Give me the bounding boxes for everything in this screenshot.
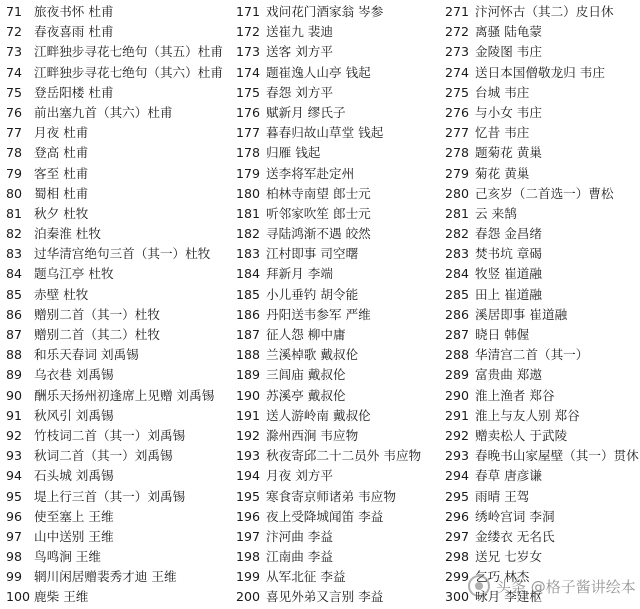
poem-title-author: 淮上与友人别 郑谷 [475, 407, 580, 423]
poem-entry [6, 345, 234, 365]
poem-title-author: 征人怨 柳中庸 [266, 327, 346, 342]
poem-entry [236, 244, 440, 264]
poem-entry [445, 365, 640, 385]
poem-number: 93 [6, 448, 23, 464]
poem-entry [6, 184, 234, 204]
poem-entry [236, 527, 440, 547]
poem-number: 286 [445, 306, 470, 322]
poem-entry [445, 244, 640, 264]
poem-number: 97 [6, 528, 23, 544]
poem-number: 199 [236, 569, 261, 585]
poem-title-author: 己亥岁（二首选一）曹松 [475, 185, 614, 201]
poem-number: 185 [236, 286, 261, 302]
poem-number: 171 [236, 4, 261, 19]
poem-title-author: 春怨 金昌绪 [475, 226, 542, 242]
poem-title-author: 戏问花门酒家翁 岑参 [266, 4, 384, 19]
poem-number: 75 [6, 84, 23, 100]
poem-number: 293 [445, 448, 470, 464]
toutiao-logo-icon [468, 575, 490, 597]
poem-number: 274 [445, 64, 470, 80]
poem-number: 285 [445, 286, 470, 302]
poem-number: 287 [445, 327, 470, 342]
poem-entry [445, 487, 640, 507]
poem-title-author: 竹枝词二首（其一）刘禹锡 [34, 427, 186, 443]
poem-number: 278 [445, 145, 470, 161]
poem-number: 192 [236, 427, 261, 443]
poem-number: 198 [236, 549, 261, 565]
poem-entry [445, 204, 640, 224]
poem-number: 83 [6, 246, 23, 262]
poem-title-author: 江南曲 李益 [266, 549, 333, 565]
watermark [468, 574, 636, 598]
poem-number: 180 [236, 185, 261, 201]
poem-entry [445, 325, 640, 345]
poem-entry [236, 184, 440, 204]
poem-title-author: 送崔九 裴迪 [266, 24, 333, 40]
poem-number: 92 [6, 427, 23, 443]
poem-entry [6, 83, 234, 103]
poem-title-author: 金陵图 韦庄 [475, 44, 542, 60]
poem-entry [445, 164, 640, 184]
poem-number: 181 [236, 205, 261, 221]
poem-number: 183 [236, 246, 261, 262]
poem-title-author: 鸟鸣涧 王维 [34, 549, 101, 565]
poem-number: 273 [445, 44, 470, 60]
poem-title-author: 石头城 刘禹锡 [34, 468, 114, 484]
poem-entry [6, 244, 234, 264]
poem-title-author: 和乐天春词 刘禹锡 [34, 347, 139, 363]
poem-title-author: 堤上行三首（其一）刘禹锡 [34, 488, 186, 504]
poem-title-author: 台城 韦庄 [475, 84, 530, 100]
poem-title-author: 淮上渔者 郑谷 [475, 387, 555, 403]
poem-column-2 [236, 2, 440, 608]
poem-number: 299 [445, 569, 470, 585]
poem-entry [6, 224, 234, 244]
poem-entry [445, 426, 640, 446]
poem-entry [6, 587, 234, 607]
poem-entry [236, 42, 440, 62]
poem-number: 190 [236, 387, 261, 403]
poem-entry [236, 386, 440, 406]
poem-title-author: 题崔逸人山亭 钱起 [266, 64, 371, 80]
poem-entry [6, 103, 234, 123]
poem-number: 85 [6, 286, 23, 302]
poem-title-author: 题乌江亭 杜牧 [34, 266, 114, 282]
poem-title-author: 春怨 刘方平 [266, 84, 333, 100]
poem-number: 96 [6, 508, 23, 524]
poem-entry [445, 224, 640, 244]
poem-title-author: 寻陆鸿渐不遇 皎然 [266, 226, 371, 242]
poem-title-author: 乌衣巷 刘禹锡 [34, 367, 114, 383]
watermark-text: 头条 @格子酱讲绘本 [496, 577, 636, 596]
poem-title-author: 山中送别 王维 [34, 528, 114, 544]
poem-entry [6, 22, 234, 42]
poem-entry [445, 2, 640, 22]
poem-entry [445, 83, 640, 103]
poem-entry [236, 587, 440, 607]
poem-title-author: 赠别二首（其二）杜牧 [34, 327, 160, 342]
poem-title-author: 暮春归故山草堂 钱起 [266, 125, 384, 141]
poem-title-author: 咏月 李建枢 [475, 589, 542, 605]
poem-title-author: 江村即事 司空曙 [266, 246, 359, 262]
poem-number: 272 [445, 24, 470, 40]
poem-entry [236, 123, 440, 143]
poem-title-author: 离骚 陆龟蒙 [475, 24, 542, 40]
poem-number: 173 [236, 44, 261, 60]
poem-entry [6, 487, 234, 507]
poem-title-author: 月夜 杜甫 [34, 125, 89, 141]
poem-number: 178 [236, 145, 261, 161]
poem-title-author: 忆昔 韦庄 [475, 125, 530, 141]
poem-title-author: 辋川闲居赠裴秀才迪 王维 [34, 569, 177, 585]
poem-entry [6, 2, 234, 22]
poem-number: 271 [445, 4, 470, 19]
poem-title-author: 听邻家吹笙 郎士元 [266, 205, 371, 221]
poem-number: 197 [236, 528, 261, 544]
poem-title-author: 送日本国僧敬龙归 韦庄 [475, 64, 605, 80]
poem-title-author: 滁州西涧 韦应物 [266, 427, 359, 443]
poem-title-author: 江畔独步寻花七绝句（其六）杜甫 [34, 64, 223, 80]
poem-title-author: 从军北征 李益 [266, 569, 346, 585]
poem-title-author: 柏林寺南望 郎士元 [266, 185, 371, 201]
poem-number: 184 [236, 266, 261, 282]
poem-number: 86 [6, 306, 23, 322]
poem-entry [445, 285, 640, 305]
poem-title-author: 过华清宫绝句三首（其一）杜牧 [34, 246, 211, 262]
poem-number: 77 [6, 125, 23, 141]
poem-title-author: 溪居即事 崔道融 [475, 306, 568, 322]
poem-title-author: 秋夜寄邱二十二员外 韦应物 [266, 448, 422, 464]
poem-entry [445, 527, 640, 547]
poem-title-author: 牧竖 崔道融 [475, 266, 542, 282]
poem-title-author: 秋风引 刘禹锡 [34, 407, 114, 423]
poem-number: 289 [445, 367, 470, 383]
poem-number: 79 [6, 165, 23, 181]
poem-title-author: 春晚书山家屋壁（其一）贯休 [475, 448, 639, 464]
poem-number: 98 [6, 549, 23, 565]
poem-number: 89 [6, 367, 23, 383]
poem-entry [6, 547, 234, 567]
poem-entry [236, 224, 440, 244]
poem-number: 87 [6, 327, 23, 342]
poem-number: 277 [445, 125, 470, 141]
poem-number: 99 [6, 569, 23, 585]
poem-number: 193 [236, 448, 261, 464]
poem-entry [236, 63, 440, 83]
poem-number: 194 [236, 468, 261, 484]
poem-number: 71 [6, 4, 23, 19]
poem-entry [236, 325, 440, 345]
poem-title-author: 登高 杜甫 [34, 145, 89, 161]
poem-entry [236, 426, 440, 446]
poem-entry [236, 406, 440, 426]
poem-title-author: 蜀相 杜甫 [34, 185, 89, 201]
poem-entry [445, 103, 640, 123]
poem-number: 292 [445, 427, 470, 443]
poem-title-author: 题菊花 黄巢 [475, 145, 542, 161]
poem-entry [236, 164, 440, 184]
poem-number: 281 [445, 205, 470, 221]
poem-title-author: 绣岭宫词 李洞 [475, 508, 555, 524]
poem-entry [236, 305, 440, 325]
poem-number: 72 [6, 24, 23, 40]
poem-title-author: 苏溪亭 戴叔伦 [266, 387, 346, 403]
poem-title-author: 赋新月 缪氏子 [266, 104, 346, 120]
poem-number: 295 [445, 488, 470, 504]
poem-number: 80 [6, 185, 23, 201]
poem-title-author: 金缕衣 无名氏 [475, 528, 555, 544]
poem-title-author: 送人游岭南 戴叔伦 [266, 407, 371, 423]
poem-title-author: 田上 崔道融 [475, 286, 542, 302]
poem-number: 276 [445, 104, 470, 120]
poem-number: 91 [6, 407, 23, 423]
poem-entry [445, 123, 640, 143]
poem-number: 284 [445, 266, 470, 282]
poem-number: 296 [445, 508, 470, 524]
poem-entry [6, 365, 234, 385]
poem-number: 188 [236, 347, 261, 363]
poem-entry [445, 466, 640, 486]
poem-title-author: 富贵曲 郑遨 [475, 367, 542, 383]
poem-entry [236, 204, 440, 224]
poem-number: 196 [236, 508, 261, 524]
poem-entry [445, 143, 640, 163]
poem-title-author: 兰溪棹歌 戴叔伦 [266, 347, 359, 363]
poem-entry [236, 22, 440, 42]
poem-number: 78 [6, 145, 23, 161]
poem-number: 282 [445, 226, 470, 242]
poem-entry [6, 42, 234, 62]
poem-entry [6, 386, 234, 406]
poem-number: 88 [6, 347, 23, 363]
poem-number: 76 [6, 104, 23, 120]
poem-entry [445, 63, 640, 83]
poem-entry [236, 264, 440, 284]
poem-number: 279 [445, 165, 470, 181]
poem-number: 298 [445, 549, 470, 565]
poem-number: 175 [236, 84, 261, 100]
poem-title-author: 丹阳送韦参军 严维 [266, 306, 371, 322]
poem-number: 84 [6, 266, 23, 282]
poem-number: 297 [445, 528, 470, 544]
poem-entry [445, 22, 640, 42]
poem-entry [6, 285, 234, 305]
poem-entry [6, 466, 234, 486]
poem-number: 300 [445, 589, 470, 605]
poem-title-author: 晓日 韩偓 [475, 327, 530, 342]
poem-entry [236, 507, 440, 527]
poem-title-author: 夜上受降城闻笛 李益 [266, 508, 384, 524]
poem-entry [445, 305, 640, 325]
poem-title-author: 旅夜书怀 杜甫 [34, 4, 114, 19]
poem-title-author: 送李将军赴定州 [266, 165, 355, 181]
poem-title-author: 秋词二首（其一）刘禹锡 [34, 448, 173, 464]
poem-title-author: 赤壁 杜牧 [34, 286, 89, 302]
poem-entry [236, 487, 440, 507]
poem-number: 288 [445, 347, 470, 363]
poem-number: 191 [236, 407, 261, 423]
poem-number: 187 [236, 327, 261, 342]
poem-title-author: 汴河曲 李益 [266, 528, 333, 544]
poem-title-author: 拜新月 李端 [266, 266, 333, 282]
poem-number: 283 [445, 246, 470, 262]
poem-entry [6, 123, 234, 143]
poem-number: 176 [236, 104, 261, 120]
poem-title-author: 寒食寄京师诸弟 韦应物 [266, 488, 396, 504]
poem-entry [6, 325, 234, 345]
poem-title-author: 乞巧 林杰 [475, 569, 530, 585]
poem-number: 195 [236, 488, 261, 504]
poem-entry [236, 547, 440, 567]
poem-title-author: 鹿柴 王维 [34, 589, 89, 605]
poem-entry [445, 264, 640, 284]
poem-number: 182 [236, 226, 261, 242]
poem-entry [6, 264, 234, 284]
poem-entry [236, 83, 440, 103]
poem-number: 95 [6, 488, 23, 504]
poem-title-author: 秋夕 杜牧 [34, 205, 89, 221]
poem-entry [236, 143, 440, 163]
poem-number: 275 [445, 84, 470, 100]
poem-number: 200 [236, 589, 261, 605]
poem-title-author: 送兄 七岁女 [475, 549, 542, 565]
poem-title-author: 春夜喜雨 杜甫 [34, 24, 114, 40]
poem-title-author: 三闾庙 戴叔伦 [266, 367, 346, 383]
poem-entry [6, 406, 234, 426]
poem-entry [6, 527, 234, 547]
poem-title-author: 喜见外弟又言别 李益 [266, 589, 384, 605]
poem-number: 177 [236, 125, 261, 141]
poem-entry [236, 345, 440, 365]
poem-number: 100 [6, 589, 31, 605]
poem-column-3 [445, 2, 640, 608]
poem-number: 280 [445, 185, 470, 201]
poem-title-author: 客至 杜甫 [34, 165, 89, 181]
poem-number: 94 [6, 468, 23, 484]
poem-title-author: 汴河怀古（其二）皮日休 [475, 4, 614, 19]
poem-number: 179 [236, 165, 261, 181]
poem-title-author: 酬乐天扬州初逢席上见赠 刘禹锡 [34, 387, 215, 403]
poem-title-author: 与小女 韦庄 [475, 104, 542, 120]
poem-entry [6, 164, 234, 184]
poem-entry [236, 567, 440, 587]
poem-entry [6, 426, 234, 446]
poem-entry [445, 386, 640, 406]
poem-entry [236, 103, 440, 123]
poem-title-author: 泊秦淮 杜牧 [34, 226, 101, 242]
poem-title-author: 登岳阳楼 杜甫 [34, 84, 114, 100]
poem-title-author: 云 来鹄 [475, 205, 517, 221]
poem-number: 172 [236, 24, 261, 40]
poem-entry [6, 204, 234, 224]
poem-entry [236, 365, 440, 385]
poem-entry [6, 507, 234, 527]
poem-title-author: 使至塞上 王维 [34, 508, 114, 524]
poem-number: 186 [236, 306, 261, 322]
poem-number: 174 [236, 64, 261, 80]
poem-entry [6, 305, 234, 325]
poem-entry [445, 42, 640, 62]
poem-entry [445, 184, 640, 204]
poem-entry [6, 63, 234, 83]
poem-title-author: 小儿垂钓 胡令能 [266, 286, 359, 302]
poem-title-author: 归雁 钱起 [266, 145, 321, 161]
poem-title-author: 焚书坑 章碣 [475, 246, 542, 262]
poem-number: 73 [6, 44, 23, 60]
poem-entry [445, 406, 640, 426]
poem-number: 189 [236, 367, 261, 383]
poem-number: 291 [445, 407, 470, 423]
poem-title-author: 春草 唐彦谦 [475, 468, 542, 484]
poem-title-author: 华清宫二首（其一） [475, 347, 589, 363]
poem-entry [445, 507, 640, 527]
poem-number: 290 [445, 387, 470, 403]
poem-number: 90 [6, 387, 23, 403]
poem-title-author: 赠别二首（其一）杜牧 [34, 306, 160, 322]
poem-entry [236, 466, 440, 486]
poem-entry [236, 285, 440, 305]
poem-number: 82 [6, 226, 23, 242]
poem-entry [236, 446, 440, 466]
poem-entry [6, 143, 234, 163]
poem-number: 294 [445, 468, 470, 484]
poem-title-author: 送客 刘方平 [266, 44, 333, 60]
poem-entry [6, 567, 234, 587]
poem-title-author: 菊花 黄巢 [475, 165, 530, 181]
poem-title-author: 赠卖松人 于武陵 [475, 427, 568, 443]
poem-entry [6, 446, 234, 466]
poem-title-author: 月夜 刘方平 [266, 468, 333, 484]
poem-title-author: 前出塞九首（其六）杜甫 [34, 104, 173, 120]
poem-entry [445, 446, 640, 466]
poem-column-1 [6, 2, 234, 608]
poem-title-author: 江畔独步寻花七绝句（其五）杜甫 [34, 44, 223, 60]
poem-title-author: 雨晴 王驾 [475, 488, 530, 504]
poem-entry [236, 2, 440, 22]
poem-number: 81 [6, 205, 23, 221]
poem-entry [445, 345, 640, 365]
poem-entry [445, 547, 640, 567]
poem-number: 74 [6, 64, 23, 80]
